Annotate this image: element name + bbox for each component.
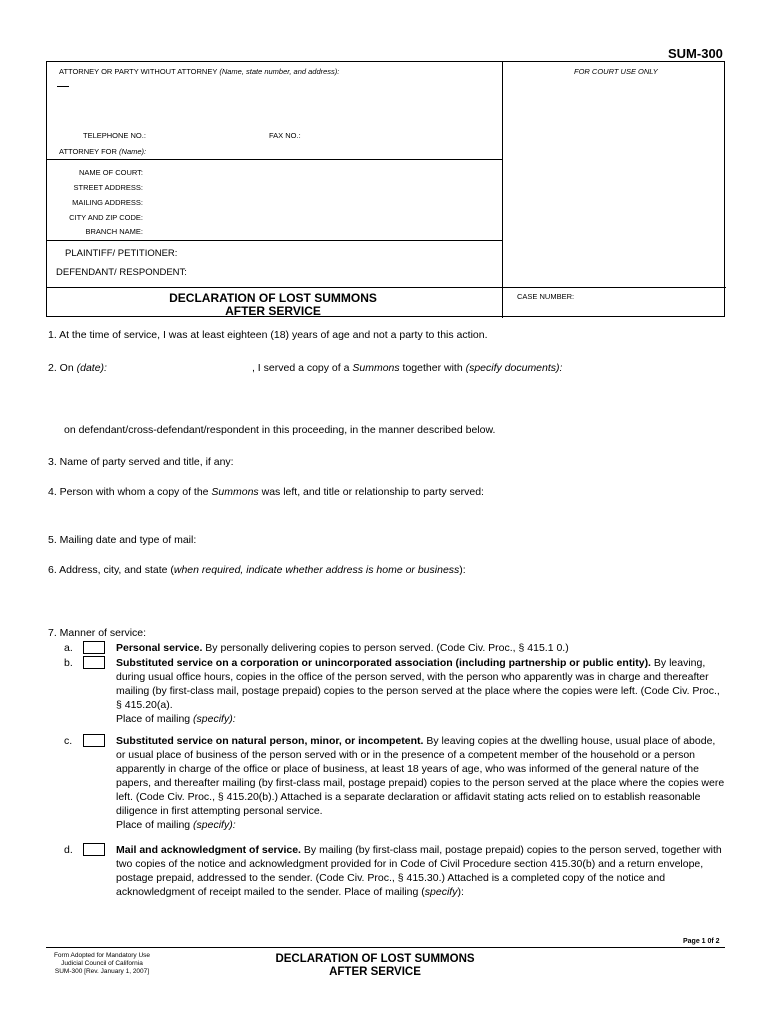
item-3: 3. Name of party served and title, if any: bbox=[48, 456, 234, 468]
item-7b-text: Substituted service on a corporation or unincorporated association (including partnership or public entity). By leaving, during usual office hours, copies in the office of the person served, with the person who apparently was in charge and thereafter mailing (by first-class mail, postage prepaid) copies to the person served at the place where the copies were left. (Code Civ. Proc., § 415.20(a). bbox=[116, 657, 720, 711]
branch-name-label: BRANCH NAME: bbox=[85, 227, 143, 236]
parties-divider bbox=[47, 240, 502, 241]
attorney-for-label: ATTORNEY FOR (Name): bbox=[59, 147, 147, 156]
personal-service-checkbox[interactable] bbox=[83, 641, 105, 654]
item-7d-text: Mail and acknowledgment of service. By mailing (by first-class mail, postage prepaid) copies to the person served, together with two copies of the notice and acknowledgment provided for in Code of Civil Procedure section 415.30(b) and a return envelope, postage prepaid, addressed to the sender. (Code Civ. Proc., § 415.30.) Attached is a completed copy of the notice and acknowledgment of receipt mailed to the sender. Place of mailing (specify): bbox=[116, 844, 722, 898]
plaintiff-label: PLAINTIFF/ PETITIONER: bbox=[65, 248, 178, 259]
item-2-continued: on defendant/cross-defendant/respondent in this proceeding, in the manner described below. bbox=[64, 424, 496, 436]
form-adopted-note: Form Adopted for Mandatory Use Judicial Council of California SUM-300 [Rev. January 1, 2007] bbox=[53, 952, 151, 975]
mail-acknowledgment-checkbox[interactable] bbox=[83, 843, 105, 856]
item-2: 2. On (date): , I served a copy of a Summons together with (specify documents): bbox=[48, 362, 563, 374]
item-7b-place: Place of mailing (specify): bbox=[116, 713, 236, 725]
item-7d-letter: d. bbox=[64, 844, 73, 856]
attorney-mark bbox=[57, 86, 69, 87]
case-number-label: CASE NUMBER: bbox=[517, 292, 575, 301]
fax-label: FAX NO.: bbox=[269, 131, 301, 140]
footer-rule bbox=[46, 947, 725, 948]
substituted-service-person-checkbox[interactable] bbox=[83, 734, 105, 747]
attorney-label: ATTORNEY OR PARTY WITHOUT ATTORNEY (Name, state number, and address): bbox=[59, 67, 340, 76]
form-number: SUM-300 bbox=[668, 46, 723, 61]
court-name-label: NAME OF COURT: bbox=[78, 168, 143, 177]
mailing-address-label: MAILING ADDRESS: bbox=[72, 198, 143, 207]
item-7: 7. Manner of service: bbox=[48, 627, 147, 639]
court-info-divider bbox=[47, 159, 502, 160]
substituted-service-corporation-checkbox[interactable] bbox=[83, 656, 105, 669]
caption-box bbox=[46, 61, 725, 317]
item-7c-place: Place of mailing (specify): bbox=[116, 819, 236, 831]
item-5: 5. Mailing date and type of mail: bbox=[48, 534, 197, 546]
defendant-label: DEFENDANT/ RESPONDENT: bbox=[56, 267, 187, 278]
item-7c-letter: c. bbox=[64, 735, 73, 747]
item-7b-letter: b. bbox=[64, 657, 73, 669]
telephone-label: TELEPHONE NO.: bbox=[83, 131, 146, 140]
court-use-divider bbox=[502, 62, 503, 287]
item-7c-text: Substituted service on natural person, minor, or incompetent. By leaving copies at the dwelling house, usual place of abode, or usual place of business of the person served with or in the presence of a competent member of the household or a person apparently in charge of the office or place of business, at least 18 years of age, who was informed of the general nature of the papers, and thereafter mailing (by first-class mail, postage prepaid) copies to the person served at the place where the copies were left. (Code Civ. Proc., § 415.20(b).) Attached is a separate declaration or affidavit stating acts relied on to establish reasonable diligence in first attempting personal service. bbox=[116, 735, 725, 817]
case-divider bbox=[502, 287, 503, 318]
footer-title: DECLARATION OF LOST SUMMONS AFTER SERVICE bbox=[275, 953, 475, 978]
city-zip-label: CITY AND ZIP CODE: bbox=[69, 213, 143, 222]
form-title: DECLARATION OF LOST SUMMONS AFTER SERVICE bbox=[169, 291, 377, 318]
item-6: 6. Address, city, and state (when required, indicate whether address is home or business): bbox=[48, 564, 466, 576]
court-use-label: FOR COURT USE ONLY bbox=[574, 67, 658, 76]
item-1: 1. At the time of service, I was at least eighteen (18) years of age and not a party to this action. bbox=[48, 329, 488, 341]
item-4: 4. Person with whom a copy of the Summons was left, and title or relationship to party served: bbox=[48, 486, 484, 498]
page-number: Page 1 0f 2 bbox=[683, 938, 720, 945]
street-address-label: STREET ADDRESS: bbox=[73, 183, 143, 192]
title-divider bbox=[47, 287, 726, 288]
item-7a-letter: a. bbox=[64, 642, 73, 654]
item-7a-text: Personal service. By personally delivering copies to person served. (Code Civ. Proc., § 415.1 0.) bbox=[116, 642, 569, 654]
